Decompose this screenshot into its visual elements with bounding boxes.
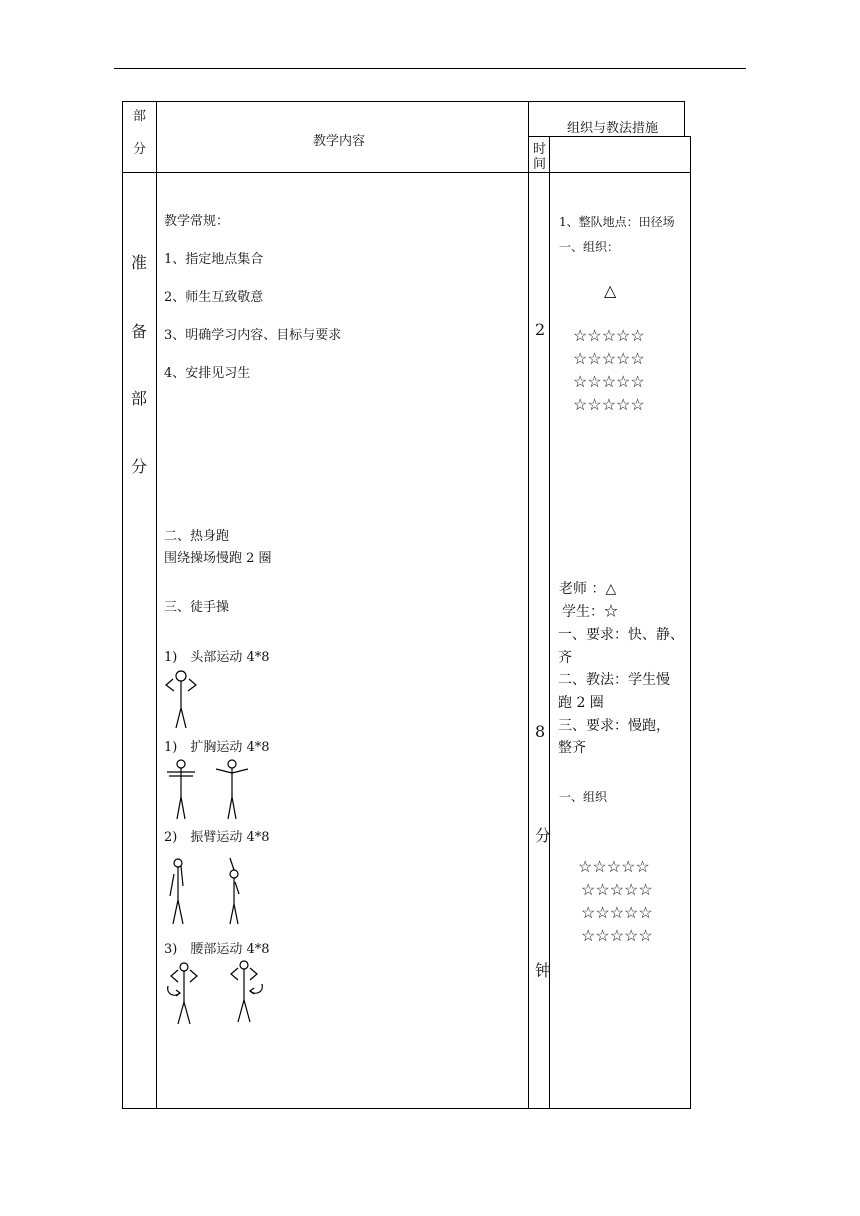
requirement-line: 整齐 xyxy=(558,740,586,756)
requirement-line: 齐 xyxy=(558,650,572,666)
waist-exercise-figure-2-icon xyxy=(226,958,266,1026)
section-name-char-3: 部 xyxy=(131,389,148,408)
warmup-time-char-2: 分 xyxy=(535,826,552,845)
exercise-chest: 1) 扩胸运动 4*8 xyxy=(164,740,270,755)
requirement-line: 一、要求：快、静、 xyxy=(558,627,684,643)
chest-exercise-figure-1-icon xyxy=(164,757,200,823)
method-line: 跑 2 圈 xyxy=(558,695,604,711)
header-part-char-1: 部 xyxy=(133,109,147,124)
routine-item: 3、明确学习内容、目标与要求 xyxy=(164,328,342,343)
exercise-waist: 3) 腰部运动 4*8 xyxy=(164,942,270,957)
chest-exercise-figure-2-icon xyxy=(212,757,252,823)
legend-teacher: 老师 ：△ xyxy=(559,581,617,597)
header-time-char-2: 间 xyxy=(533,157,547,172)
formation-row: ☆☆☆☆☆ xyxy=(578,857,650,876)
waist-exercise-figure-1-icon xyxy=(164,960,204,1028)
exercise-head: 1) 头部运动 4*8 xyxy=(164,650,270,665)
header-content-label: 教学内容 xyxy=(313,134,366,149)
head-exercise-figure-icon xyxy=(162,670,202,732)
section-name-char-1: 准 xyxy=(131,253,148,272)
exercise-arm: 2) 振臂运动 4*8 xyxy=(164,830,270,845)
header-time-char-1: 时 xyxy=(533,142,547,157)
gathering-location: 1、整队地点：田径场 xyxy=(559,215,675,229)
teacher-position-symbol: △ xyxy=(604,281,617,300)
formation-row: ☆☆☆☆☆ xyxy=(573,395,645,414)
arm-exercise-figure-2-icon xyxy=(220,856,248,928)
arm-exercise-figure-1-icon xyxy=(164,856,196,928)
formation-row: ☆☆☆☆☆ xyxy=(581,903,653,922)
formation-row: ☆☆☆☆☆ xyxy=(573,349,645,368)
exercise-title: 三、徒手操 xyxy=(164,600,230,615)
formation-row: ☆☆☆☆☆ xyxy=(573,372,645,391)
routine-title: 教学常规： xyxy=(164,214,230,229)
header-part-char-2: 分 xyxy=(133,142,147,157)
formation-row: ☆☆☆☆☆ xyxy=(573,326,645,345)
section-name-char-4: 分 xyxy=(131,457,148,476)
legend-student: 学生：☆ xyxy=(562,604,618,620)
section-name-char-2: 备 xyxy=(131,322,148,341)
routine-item: 4、安排见习生 xyxy=(164,366,251,381)
warmup-desc: 围绕操场慢跑 2 圈 xyxy=(164,551,272,566)
organization-2-title: 一、组织 xyxy=(559,790,608,804)
page-header-rule xyxy=(114,68,746,69)
routine-minutes: 2 xyxy=(535,320,546,339)
formation-row: ☆☆☆☆☆ xyxy=(581,926,653,945)
formation-row: ☆☆☆☆☆ xyxy=(581,880,653,899)
organization-title: 一、组织： xyxy=(559,240,620,254)
warmup-title: 二、热身跑 xyxy=(164,529,230,544)
routine-item: 2、师生互致敬意 xyxy=(164,290,264,305)
warmup-time-char-1: 8 xyxy=(535,722,546,741)
requirement-line: 三、要求：慢跑， xyxy=(558,718,670,734)
header-org-label: 组织与教法措施 xyxy=(567,121,659,136)
warmup-time-char-3: 钟 xyxy=(535,961,552,980)
method-line: 二、教法：学生慢 xyxy=(558,672,670,688)
routine-item: 1、指定地点集合 xyxy=(164,252,264,267)
